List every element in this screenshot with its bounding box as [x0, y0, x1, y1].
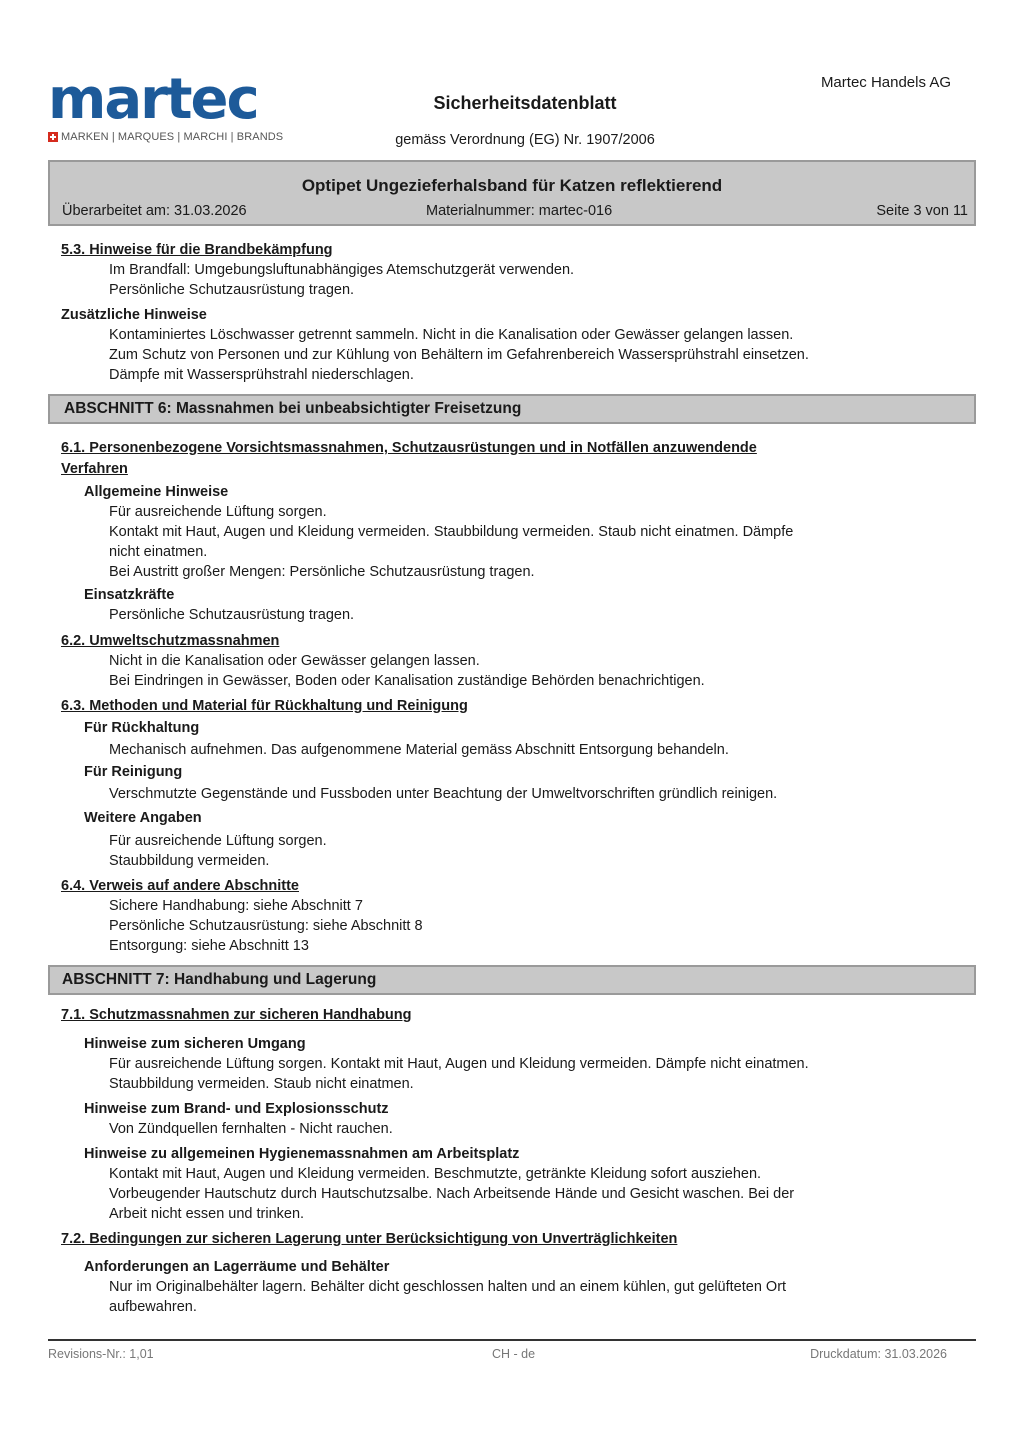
additional-notes-heading: Zusätzliche Hinweise	[61, 307, 207, 323]
retention-heading: Für Rückhaltung	[84, 720, 200, 736]
section-7-1-heading: 7.1. Schutzmassnahmen zur sicheren Handhabung	[61, 1007, 412, 1023]
section-6-bar: ABSCHNITT 6: Massnahmen bei unbeabsichtigter Freisetzung	[48, 394, 976, 424]
page-number: Seite 3 von 11	[876, 203, 968, 219]
retention-line: Mechanisch aufnehmen. Das aufgenommene Material gemäss Abschnitt Entsorgung behandeln.	[109, 742, 729, 758]
section-6-1-heading: 6.1. Personenbezogene Vorsichtsmassnahmen, Schutzausrüstungen und in Notfällen anzuwendende	[61, 440, 757, 456]
section-7-2-heading: 7.2. Bedingungen zur sicheren Lagerung unter Berücksichtigung von Unverträglichkeiten	[61, 1231, 678, 1247]
section-6-2-line: Nicht in die Kanalisation oder Gewässer gelangen lassen.	[109, 653, 480, 669]
general-notes-line: Für ausreichende Lüftung sorgen.	[109, 504, 327, 520]
section-7-bar: ABSCHNITT 7: Handhabung und Lagerung	[48, 965, 976, 995]
section-6-1-heading-cont: Verfahren	[61, 461, 128, 477]
general-notes-line: Kontakt mit Haut, Augen und Kleidung vermeiden. Staubbildung vermeiden. Staub nicht einatmen. Dämpfe	[109, 524, 794, 540]
fire-protection-line: Von Zündquellen fernhalten - Nicht rauchen.	[109, 1121, 393, 1137]
revision-number: Revisions-Nr.: 1,01	[48, 1347, 154, 1361]
company-name: Martec Handels AG	[820, 74, 951, 91]
further-info-line: Für ausreichende Lüftung sorgen.	[109, 833, 327, 849]
further-info-line: Staubbildung vermeiden.	[109, 853, 270, 869]
section-6-4-heading: 6.4. Verweis auf andere Abschnitte	[61, 878, 299, 894]
cleaning-heading: Für Reinigung	[84, 764, 183, 780]
hygiene-line: Kontakt mit Haut, Augen und Kleidung vermeiden. Beschmutzte, getränkte Kleidung sofort ausziehen.	[109, 1166, 762, 1182]
storage-heading: Anforderungen an Lagerräume und Behälter	[84, 1259, 390, 1275]
additional-notes-line: Kontaminiertes Löschwasser getrennt sammeln. Nicht in die Kanalisation oder Gewässer gelangen lassen.	[109, 327, 794, 343]
hygiene-line: Arbeit nicht essen und trinken.	[109, 1206, 305, 1222]
storage-line: Nur im Originalbehälter lagern. Behälter dicht geschlossen halten und an einem kühlen, gut gelüfteten Ort	[109, 1279, 787, 1295]
document-title: Sicherheitsdatenblatt	[433, 93, 617, 113]
section-5-3-line: Im Brandfall: Umgebungsluftunabhängiges Atemschutzgerät verwenden.	[109, 262, 575, 278]
section-6-2-heading: 6.2. Umweltschutzmassnahmen	[61, 633, 280, 649]
section-5-3-line: Persönliche Schutzausrüstung tragen.	[109, 282, 355, 298]
safe-handling-line: Staubbildung vermeiden. Staub nicht einatmen.	[109, 1076, 414, 1092]
fire-protection-heading: Hinweise zum Brand- und Explosionsschutz	[84, 1101, 389, 1117]
print-date: Druckdatum: 31.03.2026	[810, 1347, 947, 1361]
emergency-forces-heading: Einsatzkräfte	[84, 587, 175, 603]
section-6-2-line: Bei Eindringen in Gewässer, Boden oder Kanalisation zuständige Behörden benachrichtigen.	[109, 673, 705, 689]
additional-notes-line: Zum Schutz von Personen und zur Kühlung von Behältern im Gefahrenbereich Wassersprühstrahl einsetzen.	[109, 347, 809, 363]
locale-code: CH - de	[492, 1347, 536, 1361]
company-logo: martec	[48, 67, 258, 132]
cross-reference-line: Entsorgung: siehe Abschnitt 13	[109, 938, 309, 954]
hygiene-heading: Hinweise zu allgemeinen Hygienemassnahmen am Arbeitsplatz	[84, 1146, 520, 1162]
cleaning-line: Verschmutzte Gegenstände und Fussboden unter Beachtung der Umweltvorschriften gründlich reinigen.	[109, 786, 778, 802]
product-header	[48, 160, 976, 226]
document-subtitle: gemäss Verordnung (EG) Nr. 1907/2006	[395, 132, 655, 148]
further-info-heading: Weitere Angaben	[84, 810, 202, 826]
product-name: Optipet Ungezieferhalsband für Katzen reflektierend	[301, 176, 723, 195]
logo-tagline-text: MARKEN | MARQUES | MARCHI | BRANDS	[61, 131, 284, 143]
storage-line: aufbewahren.	[109, 1299, 197, 1315]
safe-handling-line: Für ausreichende Lüftung sorgen. Kontakt mit Haut, Augen und Kleidung vermeiden. Dämpfe nicht einatmen.	[109, 1056, 809, 1072]
section-5-3-heading: 5.3. Hinweise für die Brandbekämpfung	[61, 242, 333, 258]
cross-reference-line: Persönliche Schutzausrüstung: siehe Abschnitt 8	[109, 918, 423, 934]
safe-handling-heading: Hinweise zum sicheren Umgang	[84, 1036, 306, 1052]
cross-reference-line: Sichere Handhabung: siehe Abschnitt 7	[109, 898, 363, 914]
emergency-forces-line: Persönliche Schutzausrüstung tragen.	[109, 607, 355, 623]
general-notes-line: nicht einatmen.	[109, 544, 208, 560]
additional-notes-line: Dämpfe mit Wassersprühstrahl niederschlagen.	[109, 367, 414, 383]
revision-date: Überarbeitet am: 31.03.2026	[62, 203, 247, 219]
footer-divider	[48, 1339, 976, 1341]
material-number: Materialnummer: martec-016	[426, 203, 613, 219]
section-6-3-heading: 6.3. Methoden und Material für Rückhaltung und Reinigung	[61, 698, 468, 714]
general-notes-heading: Allgemeine Hinweise	[84, 484, 229, 500]
hygiene-line: Vorbeugender Hautschutz durch Hautschutzsalbe. Nach Arbeitsende Hände und Gesicht waschen. Bei der	[109, 1186, 795, 1202]
general-notes-line: Bei Austritt großer Mengen: Persönliche Schutzausrüstung tragen.	[109, 564, 535, 580]
